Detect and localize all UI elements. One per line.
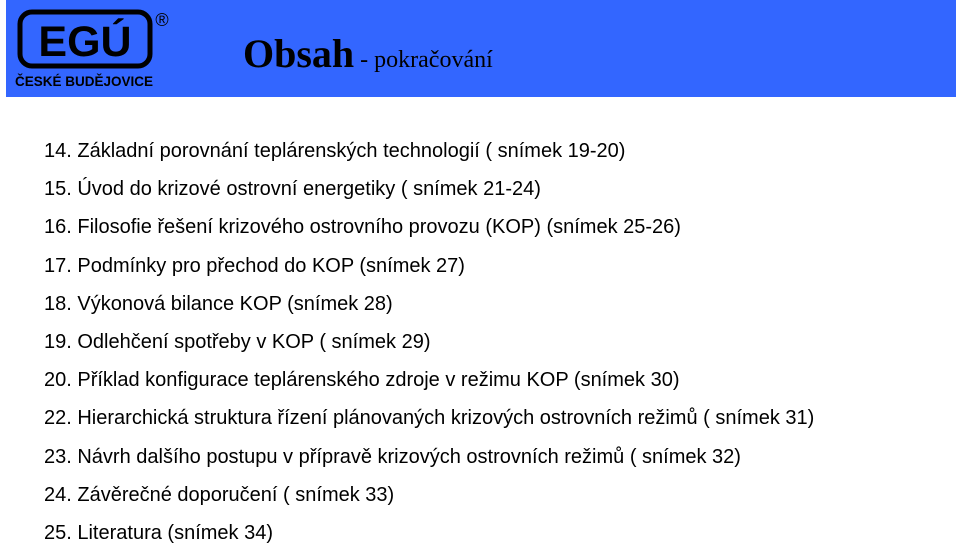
registered-mark-icon: ® <box>155 10 169 30</box>
toc-item: 22. Hierarchická struktura řízení plánovaných krizových ostrovních režimů ( snímek 31) <box>44 407 815 430</box>
header-banner <box>6 0 956 97</box>
logo-subtext: ČESKÉ BUDĚJOVICE <box>15 74 154 89</box>
toc-item: 15. Úvod do krizové ostrovní energetiky ( snímek 21-24) <box>44 178 541 201</box>
title-main: Obsah <box>243 31 355 76</box>
toc-item: 24. Závěrečné doporučení ( snímek 33) <box>44 483 395 506</box>
toc-item: 18. Výkonová bilance KOP (snímek 28) <box>44 292 393 315</box>
toc-item: 25. Literatura (snímek 34) <box>44 522 273 545</box>
table-of-contents <box>44 132 814 552</box>
toc-item: 16. Filosofie řešení krizového ostrovního provozu (KOP) (snímek 25-26) <box>44 216 681 239</box>
toc-item: 14. Základní porovnání teplárenských technologií ( snímek 19-20) <box>44 140 626 162</box>
toc-item: 20. Příklad konfigurace teplárenského zdroje v režimu KOP (snímek 30) <box>44 369 680 392</box>
egu-logo <box>14 4 174 90</box>
page-title <box>243 30 493 77</box>
toc-item: 19. Odlehčení spotřeby v KOP ( snímek 29) <box>44 331 431 354</box>
toc-item: 23. Návrh dalšího postupu v přípravě krizových ostrovních režimů ( snímek 32) <box>44 445 741 468</box>
egu-logo-graphic <box>14 4 174 90</box>
logo-text: EGÚ <box>38 18 132 66</box>
title-subtitle: - pokračování <box>354 47 493 73</box>
toc-item: 17. Podmínky pro přechod do KOP (snímek 27) <box>44 254 465 277</box>
